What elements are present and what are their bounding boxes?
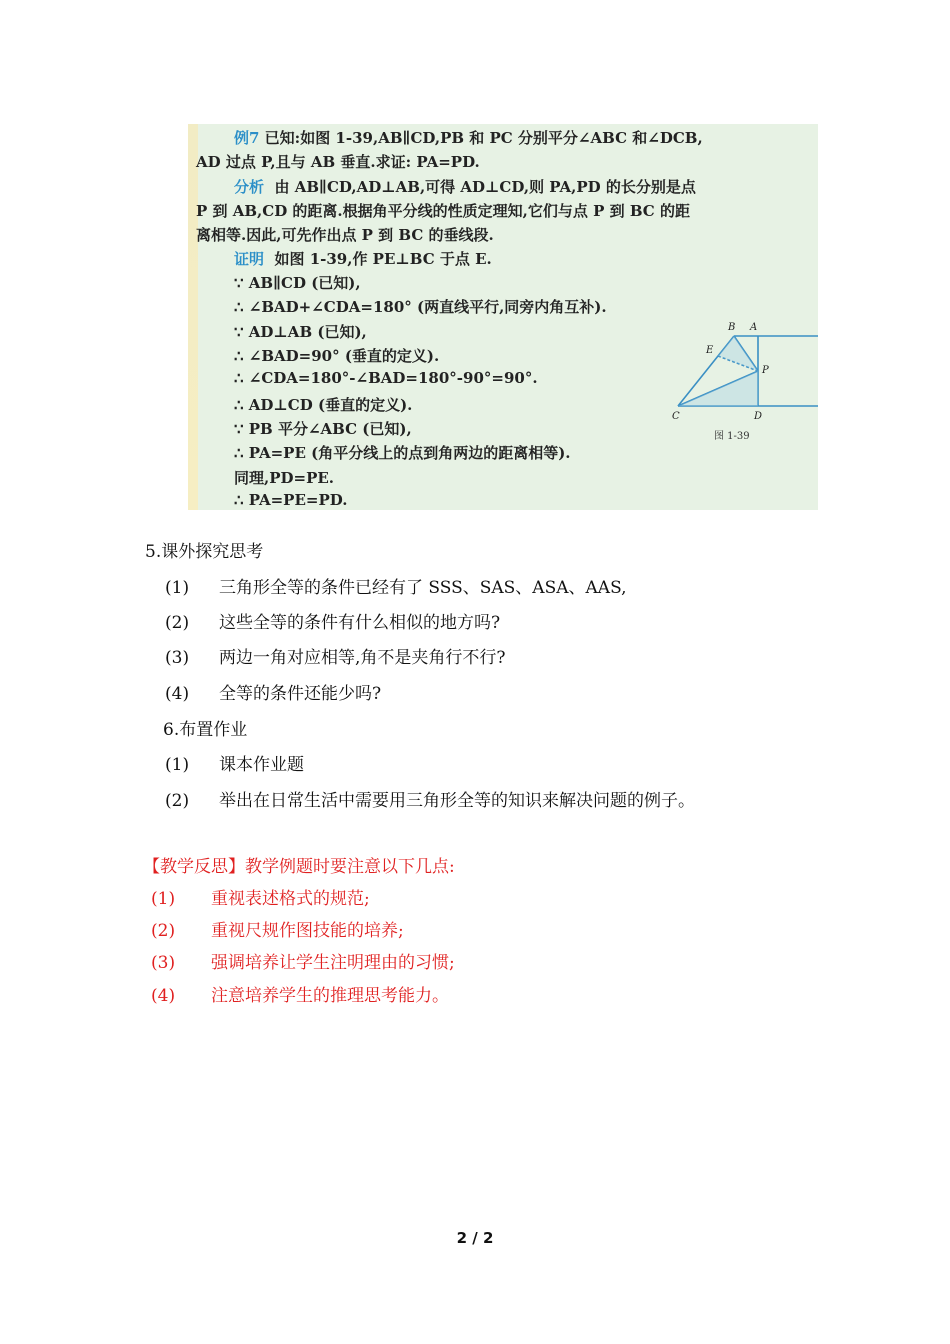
figure-fill <box>678 336 758 406</box>
example-line: ∴ ∠BAD+∠CDA=180° (两直线平行,同旁内角互补). <box>234 298 607 316</box>
label-d: D <box>754 411 763 422</box>
example-line: 例7 已知:如图 1-39,AB∥CD,PB 和 PC 分别平分∠ABC 和∠DCB, <box>234 129 703 147</box>
example-line: ∴ PA=PE=PD. <box>234 491 348 509</box>
section-5-title: 5.课外探究思考 <box>145 542 264 562</box>
list-item: (1) 三角形全等的条件已经有了 SSS、SAS、ASA、AAS, <box>165 578 627 598</box>
reflection-title: 【教学反思】教学例题时要注意以下几点: <box>143 857 455 877</box>
example-line: ∴ ∠CDA=180°-∠BAD=180°-90°=90°. <box>234 369 538 387</box>
page-number: 2 / 2 <box>456 1229 494 1247</box>
label-e: E <box>706 345 714 356</box>
list-item: (2) 这些全等的条件有什么相似的地方吗? <box>165 613 501 633</box>
example-line: ∵ PB 平分∠ABC (已知), <box>234 420 412 438</box>
example-line: ∴ AD⊥CD (垂直的定义). <box>234 396 413 414</box>
list-item: (1) 课本作业题 <box>165 755 304 775</box>
reflection-item: (2) 重视尺规作图技能的培养; <box>151 921 404 941</box>
example-line: 离相等.因此,可先作出点 P 到 BC 的垂线段. <box>196 226 494 244</box>
example-line: ∵ AB∥CD (已知), <box>234 274 361 292</box>
label-a: A <box>750 322 758 333</box>
example-line: P 到 AB,CD 的距离.根据角平分线的性质定理知,它们与点 P 到 BC 的距 <box>196 202 690 220</box>
reflection-item: (4) 注意培养学生的推理思考能力。 <box>151 986 449 1006</box>
example-line: AD 过点 P,且与 AB 垂直.求证: PA=PD. <box>196 153 480 171</box>
label-p: P <box>762 365 769 376</box>
reflection-item: (1) 重视表述格式的规范; <box>151 889 370 909</box>
list-item: (3) 两边一角对应相等,角不是夹角行不行? <box>165 648 506 668</box>
label-b: B <box>728 322 736 333</box>
margin-stripe <box>188 124 198 510</box>
example-7-box <box>188 124 818 510</box>
reflection-item: (3) 强调培养让学生注明理由的习惯; <box>151 953 455 973</box>
list-item: (2) 举出在日常生活中需要用三角形全等的知识来解决问题的例子。 <box>165 791 695 811</box>
example-line: ∵ AD⊥AB (已知), <box>234 323 367 341</box>
example-line: 证明 如图 1-39,作 PE⊥BC 于点 E. <box>234 250 492 268</box>
example-line: ∴ PA=PE (角平分线上的点到角两边的距离相等). <box>234 444 571 462</box>
figure-caption: 图 1-39 <box>714 431 750 442</box>
example-line: 同理,PD=PE. <box>234 469 335 487</box>
section-6-title: 6.布置作业 <box>163 720 248 740</box>
label-c: C <box>672 411 680 422</box>
figure-1-39 <box>672 319 818 449</box>
example-line: 分析 由 AB∥CD,AD⊥AB,可得 AD⊥CD,则 PA,PD 的长分别是点 <box>234 178 696 196</box>
example-line: ∴ ∠BAD=90° (垂直的定义). <box>234 347 440 365</box>
list-item: (4) 全等的条件还能少吗? <box>165 684 382 704</box>
